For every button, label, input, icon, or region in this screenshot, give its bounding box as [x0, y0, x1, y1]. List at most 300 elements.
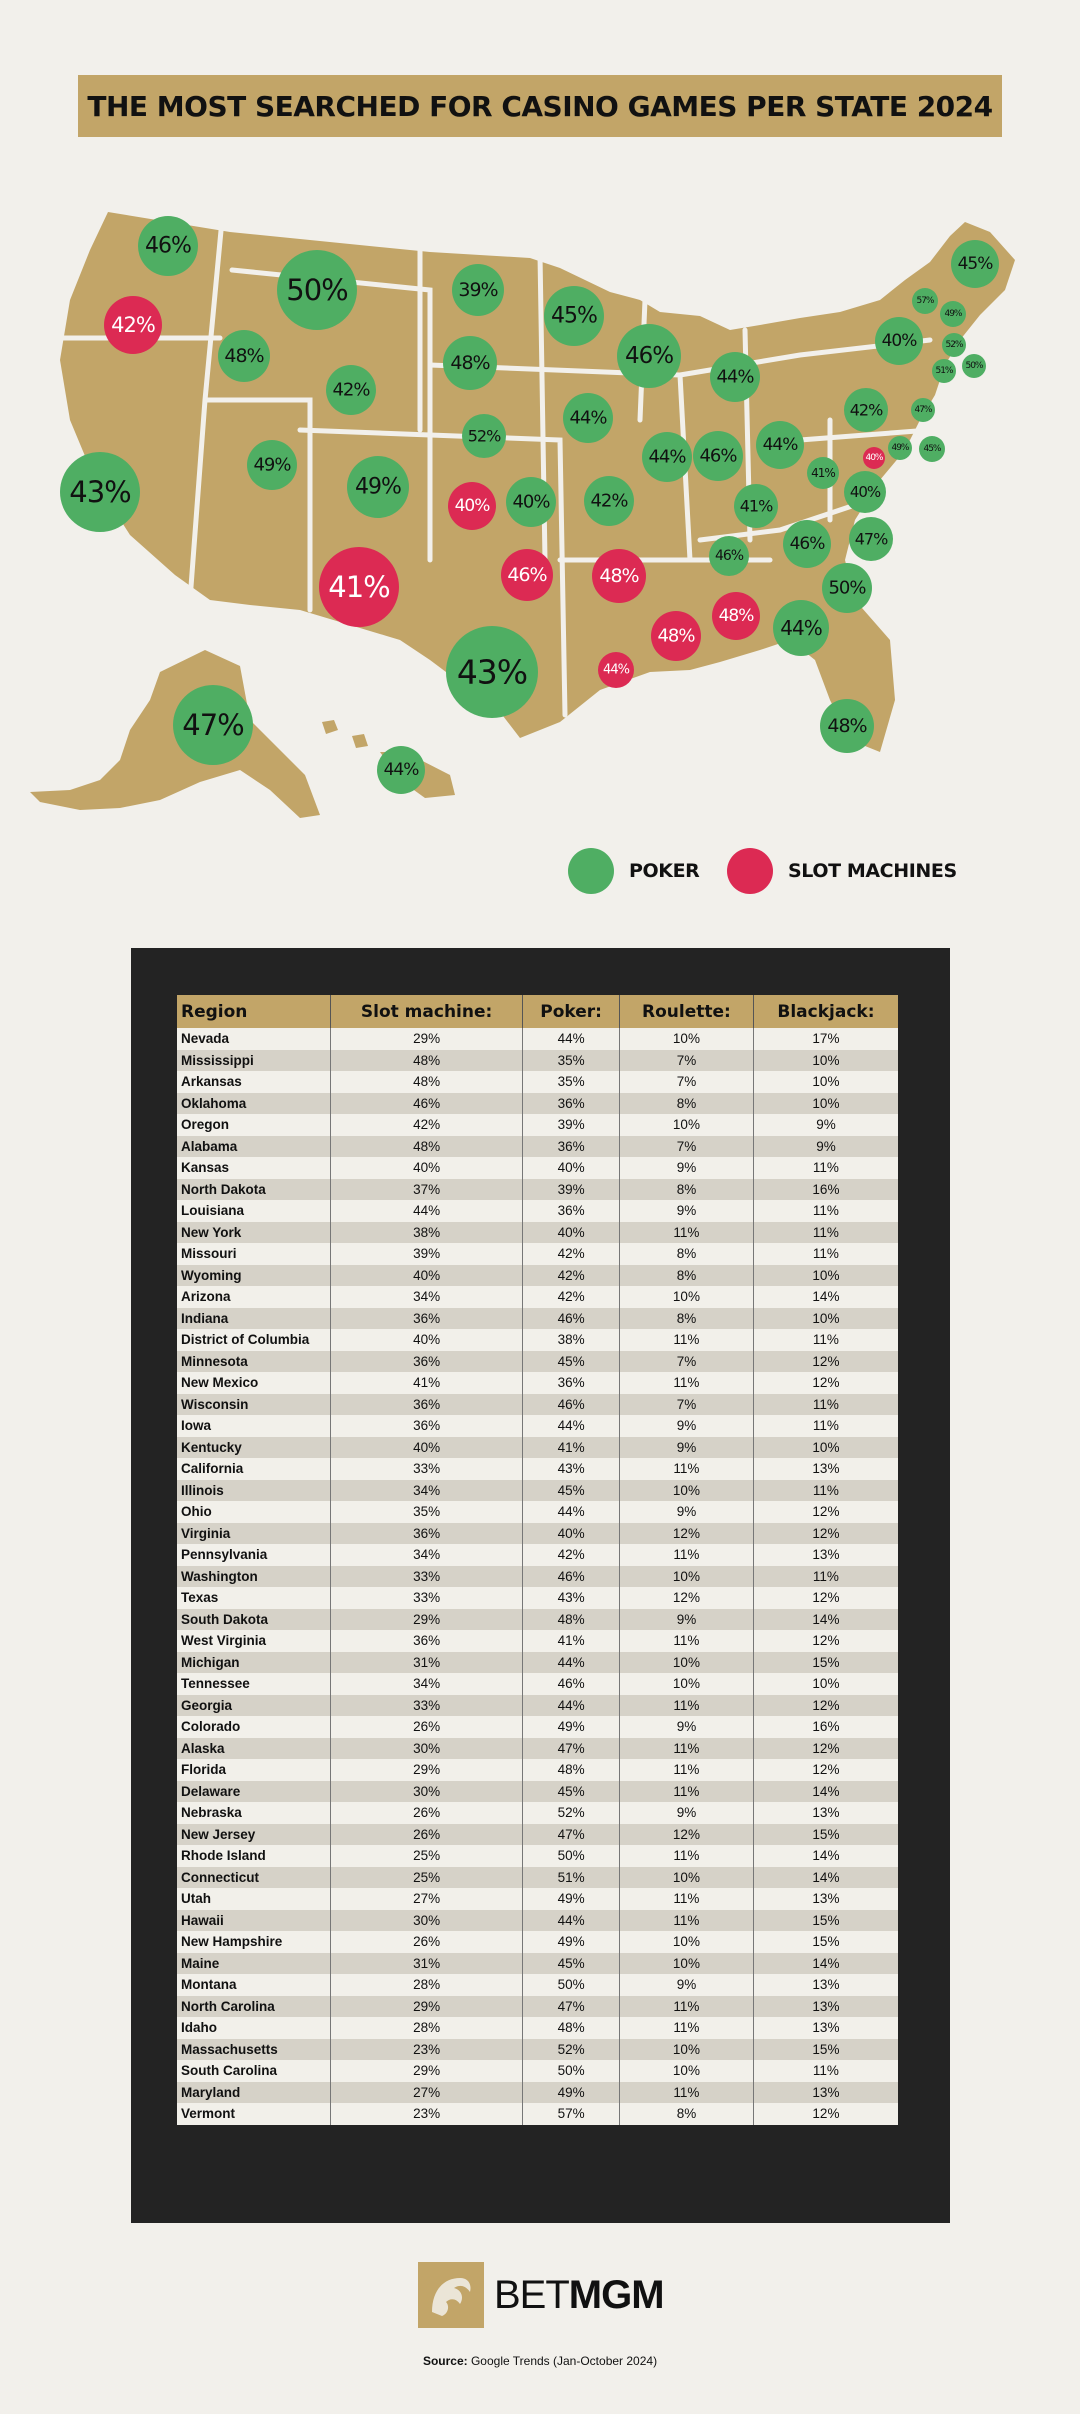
value-cell: 48% — [331, 1071, 523, 1093]
map-marker-label: 47% — [854, 529, 888, 549]
map-marker-label: 44% — [780, 616, 822, 640]
table-panel — [131, 948, 950, 2223]
table-row — [177, 1845, 898, 1867]
value-cell: 30% — [331, 1738, 523, 1760]
legend-slots — [727, 848, 957, 894]
region-cell: Rhode Island — [177, 1845, 331, 1867]
slots-legend-dot — [727, 848, 773, 894]
value-cell: 10% — [620, 1114, 754, 1136]
map-marker-label: 44% — [762, 435, 798, 455]
map-marker-label: 52% — [945, 340, 963, 350]
value-cell: 48% — [331, 1050, 523, 1072]
value-cell: 12% — [753, 1501, 898, 1523]
value-cell: 27% — [331, 1888, 523, 1910]
value-cell: 9% — [620, 1200, 754, 1222]
value-cell: 9% — [620, 1974, 754, 1996]
table-row — [177, 1738, 898, 1760]
region-cell: California — [177, 1458, 331, 1480]
value-cell: 36% — [331, 1630, 523, 1652]
value-cell: 10% — [620, 1953, 754, 1975]
map-marker-label: 40% — [865, 453, 883, 463]
value-cell: 10% — [753, 1308, 898, 1330]
value-cell: 10% — [620, 1867, 754, 1889]
value-cell: 10% — [620, 1673, 754, 1695]
value-cell: 44% — [523, 1028, 620, 1050]
region-cell: Arizona — [177, 1286, 331, 1308]
value-cell: 40% — [523, 1222, 620, 1244]
map-marker-label: 46% — [624, 343, 674, 369]
map-marker-label: 45% — [957, 254, 993, 274]
map-marker-label: 49% — [253, 454, 291, 476]
region-cell: Kentucky — [177, 1437, 331, 1459]
map-marker-label: 44% — [716, 366, 754, 388]
region-cell: Delaware — [177, 1781, 331, 1803]
value-cell: 10% — [620, 1286, 754, 1308]
region-cell: Illinois — [177, 1480, 331, 1502]
value-cell: 33% — [331, 1458, 523, 1480]
region-cell: Maine — [177, 1953, 331, 1975]
value-cell: 34% — [331, 1480, 523, 1502]
map-marker-label: 48% — [599, 565, 639, 587]
value-cell: 11% — [620, 1695, 754, 1717]
value-cell: 11% — [753, 1157, 898, 1179]
region-cell: District of Columbia — [177, 1329, 331, 1351]
value-cell: 7% — [620, 1351, 754, 1373]
value-cell: 14% — [753, 1953, 898, 1975]
value-cell: 13% — [753, 1802, 898, 1824]
lion-logo-icon — [418, 2262, 484, 2328]
map-marker-label: 44% — [569, 407, 607, 429]
region-cell: Massachusetts — [177, 2039, 331, 2061]
table-row — [177, 1480, 898, 1502]
value-cell: 12% — [620, 1587, 754, 1609]
value-cell: 36% — [523, 1093, 620, 1115]
table-row — [177, 1974, 898, 1996]
value-cell: 36% — [331, 1394, 523, 1416]
region-cell: Oklahoma — [177, 1093, 331, 1115]
value-cell: 41% — [523, 1437, 620, 1459]
value-cell: 12% — [620, 1824, 754, 1846]
map-marker-label: 50% — [286, 273, 348, 307]
value-cell: 14% — [753, 1845, 898, 1867]
value-cell: 8% — [620, 1308, 754, 1330]
value-cell: 40% — [523, 1157, 620, 1179]
value-cell: 36% — [331, 1415, 523, 1437]
value-cell: 38% — [331, 1222, 523, 1244]
value-cell: 7% — [620, 1050, 754, 1072]
value-cell: 44% — [523, 1501, 620, 1523]
table-row — [177, 1888, 898, 1910]
value-cell: 10% — [620, 2060, 754, 2082]
value-cell: 50% — [523, 1845, 620, 1867]
value-cell: 45% — [523, 1480, 620, 1502]
value-cell: 39% — [331, 1243, 523, 1265]
value-cell: 11% — [620, 2017, 754, 2039]
value-cell: 8% — [620, 1265, 754, 1287]
table-row — [177, 1544, 898, 1566]
value-cell: 43% — [523, 1458, 620, 1480]
map-marker-label: 49% — [891, 443, 909, 453]
map-marker-label: 44% — [603, 662, 629, 678]
region-cell: Nevada — [177, 1028, 331, 1050]
column-header: Blackjack: — [753, 995, 898, 1028]
value-cell: 9% — [620, 1501, 754, 1523]
slots-legend-label: SLOT MACHINES — [788, 860, 957, 882]
value-cell: 35% — [331, 1501, 523, 1523]
map-marker-label: 48% — [224, 345, 264, 367]
region-cell: North Dakota — [177, 1179, 331, 1201]
value-cell: 12% — [753, 1759, 898, 1781]
value-cell: 11% — [620, 1458, 754, 1480]
map-marker-label: 48% — [450, 352, 490, 374]
region-cell: Iowa — [177, 1415, 331, 1437]
value-cell: 12% — [753, 1587, 898, 1609]
value-cell: 8% — [620, 1179, 754, 1201]
column-header: Region — [177, 995, 331, 1028]
value-cell: 7% — [620, 1394, 754, 1416]
value-cell: 44% — [523, 1652, 620, 1674]
value-cell: 48% — [523, 1609, 620, 1631]
value-cell: 10% — [620, 1480, 754, 1502]
value-cell: 48% — [523, 2017, 620, 2039]
page-title: THE MOST SEARCHED FOR CASINO GAMES PER STATE 2024 — [87, 89, 993, 123]
map-marker-label: 44% — [383, 760, 419, 780]
value-cell: 13% — [753, 1974, 898, 1996]
legend-poker — [568, 848, 699, 894]
table-row — [177, 2082, 898, 2104]
value-cell: 50% — [523, 2060, 620, 2082]
value-cell: 42% — [523, 1265, 620, 1287]
map-marker-label: 40% — [512, 491, 550, 513]
region-cell: Utah — [177, 1888, 331, 1910]
region-cell: Tennessee — [177, 1673, 331, 1695]
value-cell: 39% — [523, 1179, 620, 1201]
value-cell: 33% — [331, 1566, 523, 1588]
region-cell: Oregon — [177, 1114, 331, 1136]
value-cell: 47% — [523, 1738, 620, 1760]
map-marker-label: 47% — [914, 405, 932, 415]
table-row — [177, 2060, 898, 2082]
value-cell: 27% — [331, 2082, 523, 2104]
value-cell: 9% — [753, 1114, 898, 1136]
value-cell: 48% — [331, 1136, 523, 1158]
value-cell: 28% — [331, 1974, 523, 1996]
value-cell: 40% — [331, 1437, 523, 1459]
region-cell: West Virginia — [177, 1630, 331, 1652]
value-cell: 11% — [753, 1566, 898, 1588]
data-table — [177, 995, 898, 2125]
value-cell: 26% — [331, 1716, 523, 1738]
value-cell: 42% — [523, 1243, 620, 1265]
source-note — [0, 2354, 1080, 2368]
map-marker-label: 48% — [827, 715, 867, 737]
table-row — [177, 1931, 898, 1953]
table-row — [177, 1351, 898, 1373]
value-cell: 35% — [523, 1071, 620, 1093]
value-cell: 13% — [753, 1458, 898, 1480]
region-cell: Alaska — [177, 1738, 331, 1760]
value-cell: 47% — [523, 1996, 620, 2018]
logo-text-bet: BET — [494, 2272, 569, 2317]
value-cell: 36% — [523, 1200, 620, 1222]
table-row — [177, 1136, 898, 1158]
table-header-row — [177, 995, 898, 1028]
value-cell: 29% — [331, 2060, 523, 2082]
table-row — [177, 1867, 898, 1889]
region-cell: Colorado — [177, 1716, 331, 1738]
table-row — [177, 1308, 898, 1330]
value-cell: 9% — [620, 1415, 754, 1437]
value-cell: 44% — [523, 1695, 620, 1717]
table-row — [177, 1695, 898, 1717]
value-cell: 10% — [620, 1652, 754, 1674]
value-cell: 8% — [620, 1093, 754, 1115]
value-cell: 9% — [620, 1157, 754, 1179]
value-cell: 16% — [753, 1716, 898, 1738]
region-cell: Arkansas — [177, 1071, 331, 1093]
value-cell: 49% — [523, 1716, 620, 1738]
map-marker-label: 46% — [507, 564, 547, 586]
us-map — [0, 190, 1080, 840]
value-cell: 50% — [523, 1974, 620, 1996]
value-cell: 11% — [620, 2082, 754, 2104]
column-header: Poker: — [523, 995, 620, 1028]
value-cell: 26% — [331, 1931, 523, 1953]
table-row — [177, 2103, 898, 2125]
value-cell: 9% — [620, 1437, 754, 1459]
value-cell: 36% — [523, 1136, 620, 1158]
map-marker-label: 41% — [739, 496, 773, 516]
column-header: Roulette: — [620, 995, 754, 1028]
value-cell: 49% — [523, 2082, 620, 2104]
map-marker-label: 50% — [965, 361, 983, 371]
table-row — [177, 1222, 898, 1244]
value-cell: 17% — [753, 1028, 898, 1050]
table-row — [177, 1953, 898, 1975]
value-cell: 36% — [331, 1351, 523, 1373]
region-cell: Kansas — [177, 1157, 331, 1179]
region-cell: Virginia — [177, 1523, 331, 1545]
value-cell: 11% — [753, 1329, 898, 1351]
table-row — [177, 1996, 898, 2018]
value-cell: 37% — [331, 1179, 523, 1201]
value-cell: 12% — [620, 1523, 754, 1545]
value-cell: 46% — [331, 1093, 523, 1115]
value-cell: 33% — [331, 1695, 523, 1717]
region-cell: Nebraska — [177, 1802, 331, 1824]
value-cell: 30% — [331, 1910, 523, 1932]
value-cell: 23% — [331, 2039, 523, 2061]
value-cell: 34% — [331, 1673, 523, 1695]
value-cell: 12% — [753, 1351, 898, 1373]
value-cell: 46% — [523, 1673, 620, 1695]
table-row — [177, 1630, 898, 1652]
value-cell: 45% — [523, 1781, 620, 1803]
table-row — [177, 1028, 898, 1050]
value-cell: 14% — [753, 1867, 898, 1889]
value-cell: 7% — [620, 1136, 754, 1158]
value-cell: 11% — [753, 1243, 898, 1265]
region-cell: Missouri — [177, 1243, 331, 1265]
region-cell: North Carolina — [177, 1996, 331, 2018]
table-row — [177, 1501, 898, 1523]
value-cell: 30% — [331, 1781, 523, 1803]
region-cell: Connecticut — [177, 1867, 331, 1889]
poker-legend-label: POKER — [629, 860, 700, 882]
table-row — [177, 1071, 898, 1093]
table-row — [177, 1652, 898, 1674]
table-row — [177, 1157, 898, 1179]
value-cell: 46% — [523, 1566, 620, 1588]
value-cell: 10% — [620, 1566, 754, 1588]
region-cell: Florida — [177, 1759, 331, 1781]
value-cell: 11% — [753, 2060, 898, 2082]
table-row — [177, 1802, 898, 1824]
logo-wordmark — [494, 2273, 664, 2318]
value-cell: 31% — [331, 1652, 523, 1674]
value-cell: 7% — [620, 1071, 754, 1093]
value-cell: 49% — [523, 1888, 620, 1910]
table-row — [177, 2039, 898, 2061]
table-row — [177, 1437, 898, 1459]
region-cell: New Hampshire — [177, 1931, 331, 1953]
table-row — [177, 1286, 898, 1308]
value-cell: 14% — [753, 1781, 898, 1803]
value-cell: 34% — [331, 1286, 523, 1308]
table-row — [177, 1372, 898, 1394]
map-marker-label: 51% — [935, 366, 953, 376]
value-cell: 9% — [753, 1136, 898, 1158]
value-cell: 11% — [620, 1910, 754, 1932]
value-cell: 26% — [331, 1824, 523, 1846]
value-cell: 40% — [523, 1523, 620, 1545]
table-row — [177, 1265, 898, 1287]
region-cell: Vermont — [177, 2103, 331, 2125]
table-row — [177, 1523, 898, 1545]
region-cell: Wisconsin — [177, 1394, 331, 1416]
value-cell: 42% — [331, 1114, 523, 1136]
value-cell: 43% — [523, 1587, 620, 1609]
value-cell: 11% — [620, 1996, 754, 2018]
value-cell: 10% — [753, 1093, 898, 1115]
value-cell: 11% — [753, 1200, 898, 1222]
region-cell: Hawaii — [177, 1910, 331, 1932]
region-cell: South Dakota — [177, 1609, 331, 1631]
value-cell: 29% — [331, 1609, 523, 1631]
table-row — [177, 1114, 898, 1136]
value-cell: 11% — [620, 1738, 754, 1760]
value-cell: 10% — [753, 1265, 898, 1287]
map-marker-label: 44% — [648, 446, 686, 468]
value-cell: 11% — [753, 1415, 898, 1437]
poker-legend-dot — [568, 848, 614, 894]
value-cell: 12% — [753, 1372, 898, 1394]
table-row — [177, 1781, 898, 1803]
table-row — [177, 1566, 898, 1588]
table-row — [177, 1609, 898, 1631]
region-cell: New York — [177, 1222, 331, 1244]
table-row — [177, 1093, 898, 1115]
value-cell: 42% — [523, 1544, 620, 1566]
region-cell: Texas — [177, 1587, 331, 1609]
map-marker-label: 41% — [811, 466, 835, 480]
map-marker-label: 42% — [849, 400, 883, 420]
value-cell: 11% — [753, 1222, 898, 1244]
region-cell: Indiana — [177, 1308, 331, 1330]
table-row — [177, 1329, 898, 1351]
value-cell: 44% — [523, 1910, 620, 1932]
table-row — [177, 1824, 898, 1846]
value-cell: 40% — [331, 1157, 523, 1179]
map-marker-label: 52% — [467, 426, 501, 446]
value-cell: 40% — [331, 1329, 523, 1351]
value-cell: 29% — [331, 1759, 523, 1781]
value-cell: 25% — [331, 1867, 523, 1889]
table-row — [177, 1716, 898, 1738]
value-cell: 23% — [331, 2103, 523, 2125]
value-cell: 11% — [620, 1544, 754, 1566]
map-marker-label: 46% — [789, 534, 825, 554]
map-marker-label: 50% — [828, 577, 866, 599]
value-cell: 12% — [753, 1523, 898, 1545]
value-cell: 9% — [620, 1802, 754, 1824]
value-cell: 48% — [523, 1759, 620, 1781]
table-row — [177, 1458, 898, 1480]
map-marker-label: 40% — [454, 496, 490, 516]
value-cell: 8% — [620, 2103, 754, 2125]
value-cell: 9% — [620, 1716, 754, 1738]
value-cell: 11% — [620, 1222, 754, 1244]
map-marker-label: 49% — [944, 309, 962, 319]
value-cell: 10% — [753, 1071, 898, 1093]
value-cell: 13% — [753, 2017, 898, 2039]
table-row — [177, 1415, 898, 1437]
map-marker-label: 49% — [355, 474, 401, 500]
value-cell: 36% — [331, 1308, 523, 1330]
value-cell: 8% — [620, 1243, 754, 1265]
value-cell: 12% — [753, 2103, 898, 2125]
value-cell: 11% — [620, 1630, 754, 1652]
value-cell: 25% — [331, 1845, 523, 1867]
map-marker-label: 48% — [657, 625, 695, 647]
value-cell: 51% — [523, 1867, 620, 1889]
map-marker-label: 46% — [145, 233, 191, 259]
logo-text-mgm: MGM — [568, 2272, 664, 2317]
value-cell: 44% — [331, 1200, 523, 1222]
region-cell: Wyoming — [177, 1265, 331, 1287]
value-cell: 46% — [523, 1308, 620, 1330]
value-cell: 11% — [753, 1394, 898, 1416]
value-cell: 28% — [331, 2017, 523, 2039]
value-cell: 41% — [523, 1630, 620, 1652]
value-cell: 46% — [523, 1394, 620, 1416]
value-cell: 10% — [753, 1673, 898, 1695]
map-marker-label: 42% — [590, 490, 628, 512]
value-cell: 11% — [620, 1845, 754, 1867]
table-row — [177, 2017, 898, 2039]
value-cell: 15% — [753, 1824, 898, 1846]
region-cell: Georgia — [177, 1695, 331, 1717]
value-cell: 39% — [523, 1114, 620, 1136]
value-cell: 9% — [620, 1609, 754, 1631]
region-cell: New Mexico — [177, 1372, 331, 1394]
table-row — [177, 1050, 898, 1072]
value-cell: 12% — [753, 1738, 898, 1760]
map-marker-label: 57% — [916, 296, 934, 306]
value-cell: 14% — [753, 1286, 898, 1308]
table-row — [177, 1910, 898, 1932]
region-cell: Maryland — [177, 2082, 331, 2104]
